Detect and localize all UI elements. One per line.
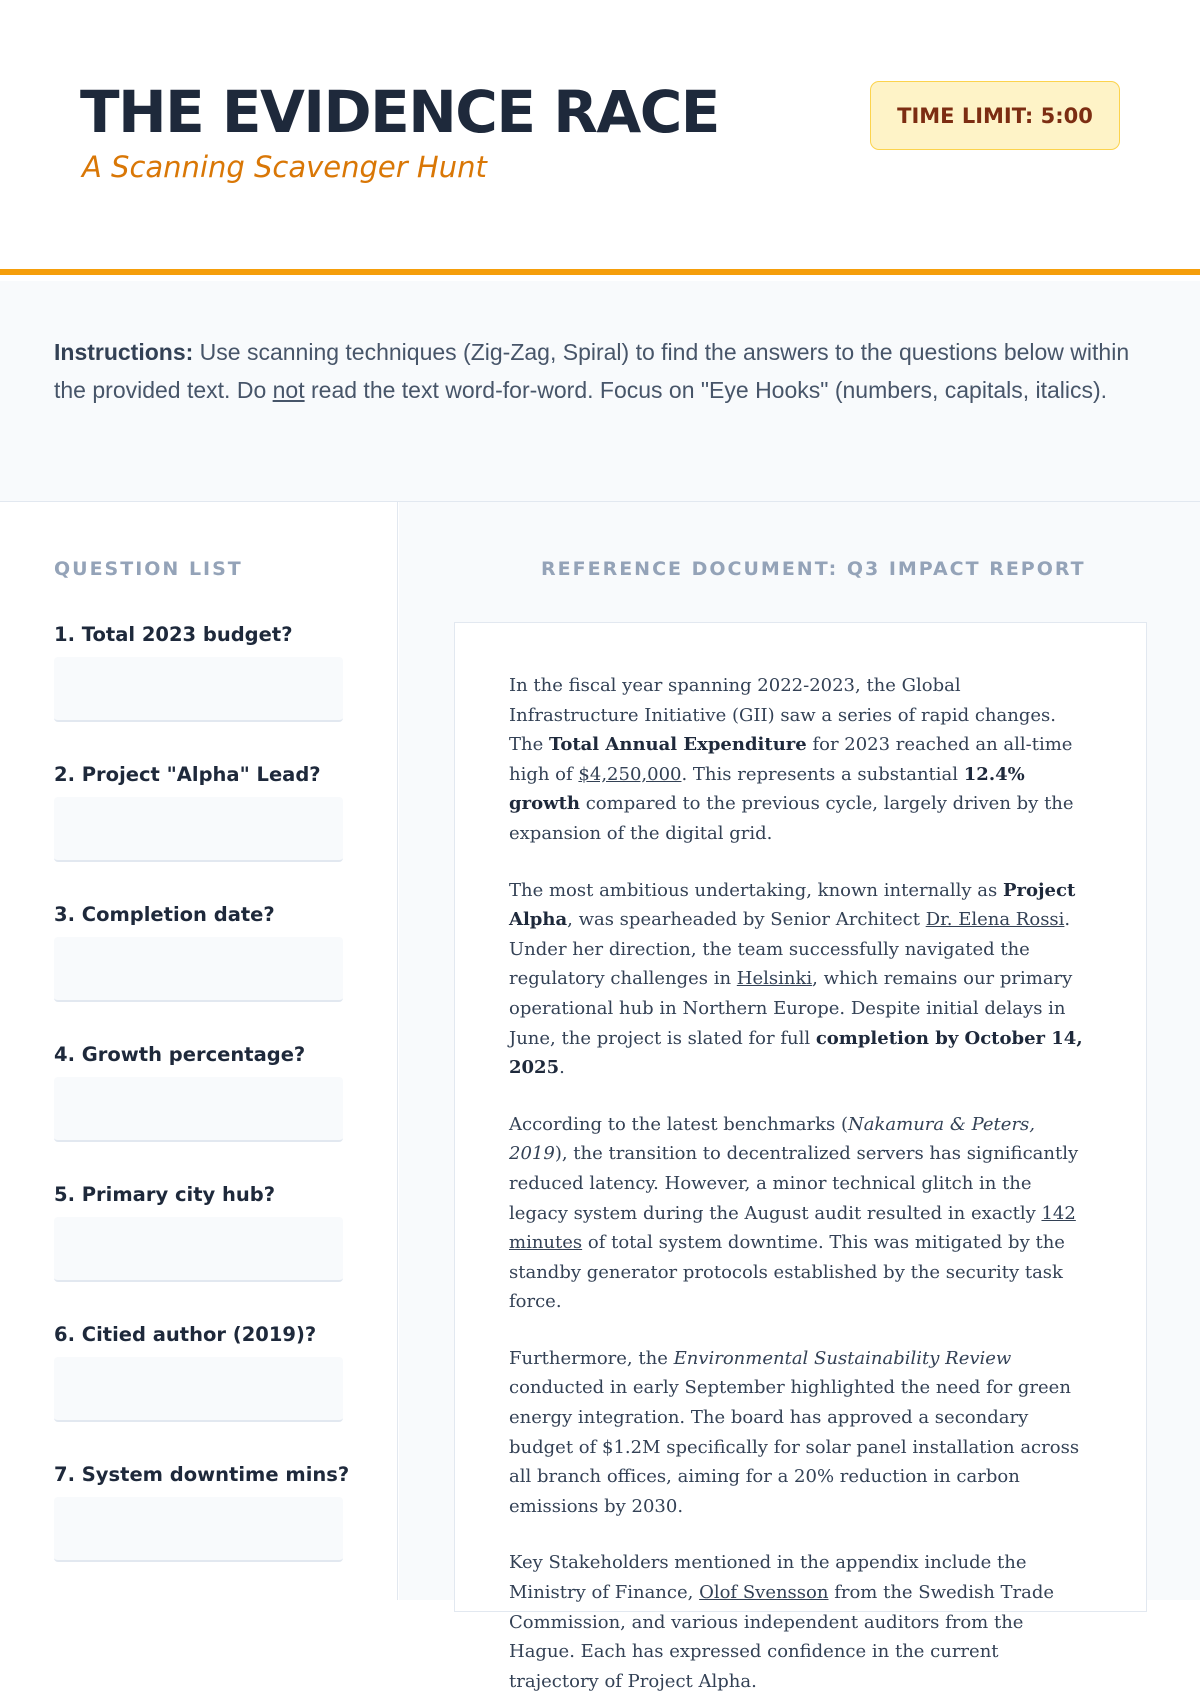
instructions-label: Instructions: [54, 339, 194, 365]
instructions-text-2: read the text word-for-word. Focus on "Eye Hooks" (numbers, capitals, italics). [304, 377, 1108, 403]
question-list-heading: QUESTION LIST [54, 558, 243, 580]
question-4-answer-input[interactable] [54, 1077, 343, 1142]
question-3-answer-input[interactable] [54, 937, 343, 1002]
question-6-label: 6. Citied author (2019)? [54, 1323, 317, 1346]
document-paragraph-4: Furthermore, the Environmental Sustainability Review conducted in early September highlighted the need for green energy integration. The board has approved a secondary budget of $1.2M specifically for solar panel installation across all branch offices, aiming for a 20% reduction in carbon emissions by 2030. [509, 1347, 1080, 1517]
question-1-label: 1. Total 2023 budget? [54, 623, 293, 646]
question-4-label: 4. Growth percentage? [54, 1043, 306, 1066]
document-paragraph-1: In the fiscal year spanning 2022-2023, the Global Infrastructure Initiative (GII) saw a series of rapid changes. The Total Annual Expenditure for 2023 reached an all-time high of $4,250,000. This represents a substantial 12.4% growth compared to the previous cycle, largely driven by the expansion of the digital grid. [509, 675, 1074, 844]
time-limit-badge: TIME LIMIT: 5:00 [870, 81, 1120, 150]
question-7-answer-input[interactable] [54, 1497, 343, 1562]
reference-document-column [399, 502, 1200, 1692]
page-subtitle: A Scanning Scavenger Hunt [82, 150, 487, 184]
question-5-label: 5. Primary city hub? [54, 1183, 276, 1206]
instructions-panel [0, 281, 1200, 502]
reference-document-heading: REFERENCE DOCUMENT: Q3 IMPACT REPORT [541, 558, 1086, 580]
question-5-answer-input[interactable] [54, 1217, 343, 1282]
page-header [0, 0, 1200, 275]
document-paragraph-5: Key Stakeholders mentioned in the appendix include the Ministry of Finance, Olof Svensson from the Swedish Trade Commission, and various independent auditors from the Hague. Each has expressed confidence in the current trajectory of Project Alpha. [509, 1552, 1055, 1692]
question-2-answer-input[interactable] [54, 797, 343, 862]
question-3-label: 3. Completion date? [54, 903, 275, 926]
page-title: THE EVIDENCE RACE [80, 78, 719, 146]
document-paragraph-2: The most ambitious undertaking, known internally as Project Alpha, was spearheaded by Senior Architect Dr. Elena Rossi. Under her direction, the team successfully navigated the regulatory challenges in Helsinki, which remains our primary operational hub in Northern Europe. Despite initial delays in June, the project is slated for full completion by October 14, 2025. [509, 879, 1083, 1079]
question-2-label: 2. Project "Alpha" Lead? [54, 763, 321, 786]
instructions-text-1: Use scanning techniques (Zig-Zag, Spiral) to find the answers to the questions below within the provided text. Do [54, 339, 1130, 403]
question-7-label: 7. System downtime mins? [54, 1463, 350, 1486]
question-1-answer-input[interactable] [54, 657, 343, 722]
reference-document [454, 622, 1147, 1692]
question-6-answer-input[interactable] [54, 1357, 343, 1422]
document-paragraph-3: According to the latest benchmarks (Nakamura & Peters, 2019), the transition to decentralized servers has significantly reduced latency. However, a minor technical glitch in the legacy system during the August audit resulted in exactly 142 minutes of total system downtime. This was mitigated by the standby generator protocols established by the security task force. [509, 1113, 1079, 1313]
question-list-column [0, 502, 398, 1600]
instructions-emphasis: not [272, 377, 305, 403]
